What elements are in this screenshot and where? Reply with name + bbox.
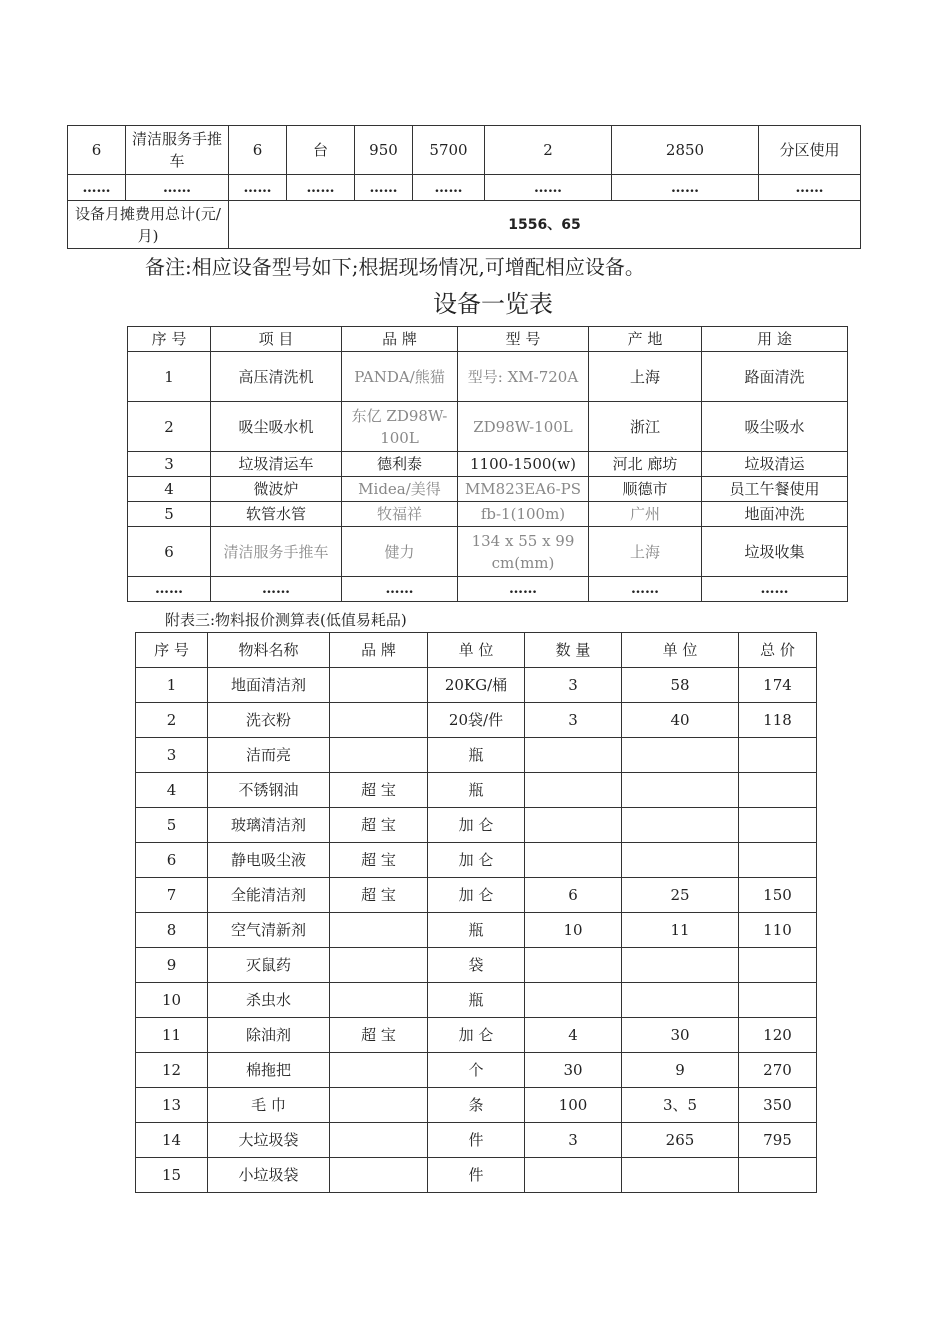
materials-quote-table	[135, 632, 817, 1193]
cell: 3	[136, 738, 208, 773]
cell	[330, 738, 428, 773]
cell: 上海	[589, 527, 702, 577]
cell	[739, 738, 817, 773]
column-header: 项 目	[211, 327, 342, 352]
cell: 玻璃清洁剂	[208, 808, 330, 843]
cell: 吸尘吸水机	[211, 402, 342, 452]
cell: 型号: XM-720A	[458, 352, 589, 402]
cell: 6	[68, 126, 126, 175]
cell	[330, 948, 428, 983]
cell: 2	[128, 402, 211, 452]
cell: 1	[136, 668, 208, 703]
cell: 吸尘吸水	[702, 402, 848, 452]
cell: ……	[589, 577, 702, 602]
cell: 5	[136, 808, 208, 843]
cell: 8	[136, 913, 208, 948]
cell: 30	[622, 1018, 739, 1053]
cell: 上海	[589, 352, 702, 402]
cell: 3	[525, 1123, 622, 1158]
table-row	[136, 878, 817, 913]
cell: ……	[287, 175, 355, 201]
cell: ……	[211, 577, 342, 602]
cell: 6	[136, 843, 208, 878]
cell: 空气清新剂	[208, 913, 330, 948]
cell	[622, 983, 739, 1018]
table-row	[68, 126, 861, 175]
cell: 14	[136, 1123, 208, 1158]
cell: 路面清洗	[702, 352, 848, 402]
cell: 6	[128, 527, 211, 577]
cell: 广州	[589, 502, 702, 527]
cell: 瓶	[428, 983, 525, 1018]
cell: 10	[525, 913, 622, 948]
cell: 加 仑	[428, 1018, 525, 1053]
table-row	[136, 983, 817, 1018]
cell: ……	[355, 175, 413, 201]
table-row	[136, 773, 817, 808]
cell: 件	[428, 1123, 525, 1158]
cell: 超 宝	[330, 1018, 428, 1053]
cell: ……	[702, 577, 848, 602]
cell: 地面冲洗	[702, 502, 848, 527]
table-header-row	[136, 633, 817, 668]
cell: 浙江	[589, 402, 702, 452]
total-row	[68, 201, 861, 249]
table-row	[136, 843, 817, 878]
table-row	[136, 808, 817, 843]
column-header: 品 牌	[342, 327, 458, 352]
cell	[330, 913, 428, 948]
column-header: 用 途	[702, 327, 848, 352]
table-row	[128, 502, 848, 527]
cell: 10	[136, 983, 208, 1018]
table-header-row	[128, 327, 848, 352]
cell: 1	[128, 352, 211, 402]
cell: 100	[525, 1088, 622, 1123]
cell: 加 仑	[428, 808, 525, 843]
cell: 袋	[428, 948, 525, 983]
table-row	[136, 1088, 817, 1123]
cell	[739, 773, 817, 808]
cell: 个	[428, 1053, 525, 1088]
total-value: 1556、65	[229, 201, 861, 249]
cell	[330, 983, 428, 1018]
cell	[330, 1158, 428, 1193]
cell: 超 宝	[330, 808, 428, 843]
cell: 4	[525, 1018, 622, 1053]
cell: 加 仑	[428, 878, 525, 913]
cell: 134 x 55 x 99 cm(mm)	[458, 527, 589, 577]
cell: 瓶	[428, 738, 525, 773]
cell: 174	[739, 668, 817, 703]
cell: 350	[739, 1088, 817, 1123]
table-row	[136, 1123, 817, 1158]
cell: 7	[136, 878, 208, 913]
equipment-list-title: 设备一览表	[433, 290, 553, 318]
cell	[739, 948, 817, 983]
cell: 11	[622, 913, 739, 948]
cell: 全能清洁剂	[208, 878, 330, 913]
cell: fb-1(100m)	[458, 502, 589, 527]
cell: 垃圾收集	[702, 527, 848, 577]
cell: 河北 廊坊	[589, 452, 702, 477]
cell: 270	[739, 1053, 817, 1088]
cell: 11	[136, 1018, 208, 1053]
cell	[622, 843, 739, 878]
cell: 2850	[612, 126, 759, 175]
cell: 150	[739, 878, 817, 913]
cell: PANDA/熊猫	[342, 352, 458, 402]
cell: ……	[759, 175, 861, 201]
cell: 9	[136, 948, 208, 983]
cell: 垃圾清运	[702, 452, 848, 477]
cell: 洁而亮	[208, 738, 330, 773]
cell: 40	[622, 703, 739, 738]
cell: 棉拖把	[208, 1053, 330, 1088]
column-header: 数 量	[525, 633, 622, 668]
cell	[622, 1158, 739, 1193]
cell: 6	[229, 126, 287, 175]
cell: 6	[525, 878, 622, 913]
cell: 265	[622, 1123, 739, 1158]
column-header: 单 位	[428, 633, 525, 668]
cell: 15	[136, 1158, 208, 1193]
cell: 德利泰	[342, 452, 458, 477]
cell: 950	[355, 126, 413, 175]
cell	[739, 843, 817, 878]
cell: 员工午餐使用	[702, 477, 848, 502]
cell: 健力	[342, 527, 458, 577]
cell: 清洁服务手推车	[211, 527, 342, 577]
cell: 13	[136, 1088, 208, 1123]
cell: ……	[126, 175, 229, 201]
cell: 3	[525, 668, 622, 703]
cell: ……	[413, 175, 485, 201]
cell: 超 宝	[330, 843, 428, 878]
column-header: 品 牌	[330, 633, 428, 668]
cell: ZD98W-100L	[458, 402, 589, 452]
table-row	[128, 402, 848, 452]
cell: 瓶	[428, 913, 525, 948]
cell: MM823EA6-PS	[458, 477, 589, 502]
cell: 2	[485, 126, 612, 175]
table-row	[136, 948, 817, 983]
cell: 120	[739, 1018, 817, 1053]
cell: 条	[428, 1088, 525, 1123]
column-header: 总 价	[739, 633, 817, 668]
table-row	[136, 1018, 817, 1053]
cell	[622, 773, 739, 808]
cell	[330, 668, 428, 703]
cell: ……	[612, 175, 759, 201]
cell: 4	[136, 773, 208, 808]
cell: 顺德市	[589, 477, 702, 502]
cell	[739, 983, 817, 1018]
column-header: 型 号	[458, 327, 589, 352]
cell: 毛 巾	[208, 1088, 330, 1123]
cell: 软管水管	[211, 502, 342, 527]
cell	[739, 1158, 817, 1193]
table-row-ellipsis	[68, 175, 861, 201]
cell: 分区使用	[759, 126, 861, 175]
cell: 12	[136, 1053, 208, 1088]
cell: 5700	[413, 126, 485, 175]
cell: 垃圾清运车	[211, 452, 342, 477]
cell: 除油剂	[208, 1018, 330, 1053]
cell: 3	[128, 452, 211, 477]
table-row	[128, 477, 848, 502]
cell: ……	[342, 577, 458, 602]
cell: 清洁服务手推车	[126, 126, 229, 175]
remark-note: 备注:相应设备型号如下;根据现场情况,可增配相应设备。	[145, 255, 645, 279]
cell: 30	[525, 1053, 622, 1088]
table-row	[128, 527, 848, 577]
cell: 洗衣粉	[208, 703, 330, 738]
cell	[330, 1123, 428, 1158]
cell: 5	[128, 502, 211, 527]
table-row	[136, 738, 817, 773]
cell: 小垃圾袋	[208, 1158, 330, 1193]
cell: ……	[68, 175, 126, 201]
table-row	[128, 452, 848, 477]
cell: 加 仑	[428, 843, 525, 878]
cell: 58	[622, 668, 739, 703]
table-row	[128, 352, 848, 402]
cell	[330, 1053, 428, 1088]
cell: ……	[458, 577, 589, 602]
cell: 微波炉	[211, 477, 342, 502]
cell: Midea/美得	[342, 477, 458, 502]
total-label: 设备月摊费用总计(元/月)	[68, 201, 229, 249]
column-header: 产 地	[589, 327, 702, 352]
table-row	[136, 703, 817, 738]
cell: 1100-1500(w)	[458, 452, 589, 477]
table-row	[136, 913, 817, 948]
equipment-list-table	[127, 326, 848, 602]
cell	[330, 703, 428, 738]
cell: 地面清洁剂	[208, 668, 330, 703]
cell: ……	[229, 175, 287, 201]
cell: 25	[622, 878, 739, 913]
cell: 110	[739, 913, 817, 948]
cell: 4	[128, 477, 211, 502]
column-header: 序 号	[128, 327, 211, 352]
cell: 超 宝	[330, 878, 428, 913]
cell: 台	[287, 126, 355, 175]
cell: ……	[128, 577, 211, 602]
cell: 不锈钢油	[208, 773, 330, 808]
cell: 118	[739, 703, 817, 738]
table-row-ellipsis	[128, 577, 848, 602]
table-row	[136, 668, 817, 703]
cell	[525, 808, 622, 843]
equipment-cost-table	[67, 125, 861, 249]
cell: 795	[739, 1123, 817, 1158]
appendix-title: 附表三:物料报价测算表(低值易耗品)	[165, 611, 407, 629]
table-row	[136, 1053, 817, 1088]
cell	[739, 808, 817, 843]
cell	[622, 948, 739, 983]
cell: 20袋/件	[428, 703, 525, 738]
cell: 2	[136, 703, 208, 738]
cell	[525, 1158, 622, 1193]
cell: 杀虫水	[208, 983, 330, 1018]
cell	[525, 948, 622, 983]
cell	[525, 773, 622, 808]
column-header: 序 号	[136, 633, 208, 668]
cell: 20KG/桶	[428, 668, 525, 703]
cell: 牧福祥	[342, 502, 458, 527]
cell	[622, 808, 739, 843]
column-header: 单 位	[622, 633, 739, 668]
cell	[525, 843, 622, 878]
cell: 静电吸尘液	[208, 843, 330, 878]
cell: ……	[485, 175, 612, 201]
cell: 9	[622, 1053, 739, 1088]
cell: 灭鼠药	[208, 948, 330, 983]
cell	[525, 738, 622, 773]
cell: 东亿 ZD98W-100L	[342, 402, 458, 452]
cell: 件	[428, 1158, 525, 1193]
cell: 3	[525, 703, 622, 738]
cell: 3、5	[622, 1088, 739, 1123]
cell: 超 宝	[330, 773, 428, 808]
column-header: 物料名称	[208, 633, 330, 668]
cell	[622, 738, 739, 773]
cell: 高压清洗机	[211, 352, 342, 402]
cell	[525, 983, 622, 1018]
cell	[330, 1088, 428, 1123]
cell: 大垃圾袋	[208, 1123, 330, 1158]
table-row	[136, 1158, 817, 1193]
cell: 瓶	[428, 773, 525, 808]
